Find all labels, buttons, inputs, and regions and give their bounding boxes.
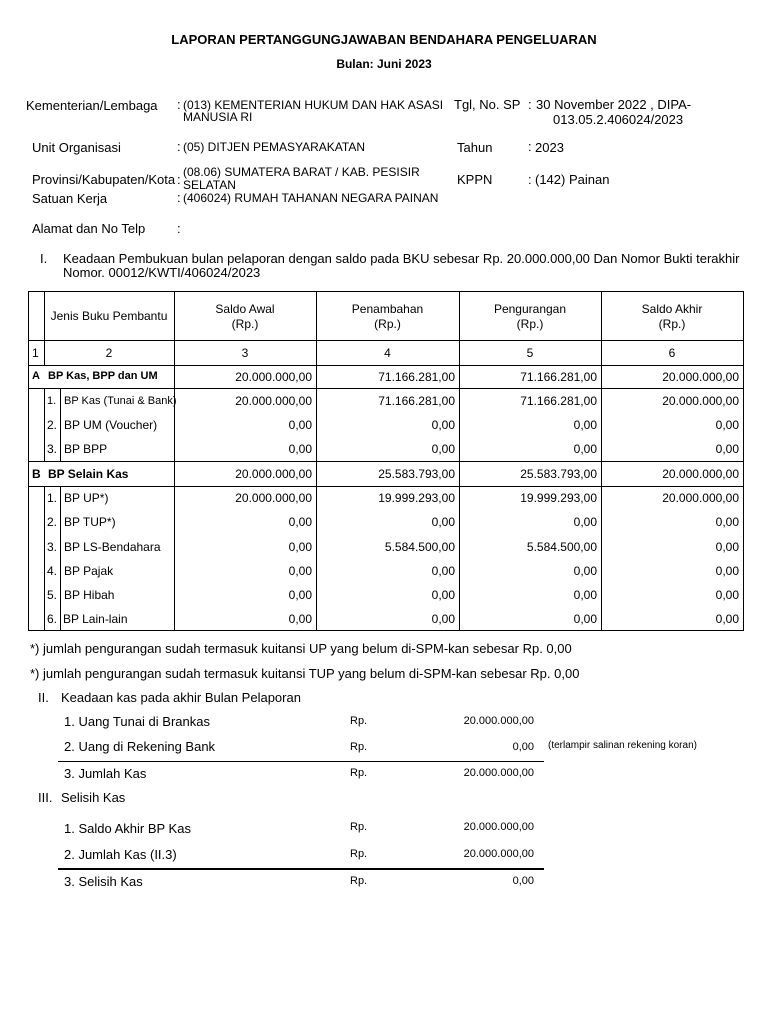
col-number: 5 (526, 346, 534, 360)
cell-penambahan: 71.166.281,00 (378, 370, 455, 384)
row-name: BP Pajak (64, 564, 114, 578)
header-saldo-awal: Saldo Awal (215, 302, 275, 316)
row-number: 2. (47, 515, 58, 529)
cell-saldo-awal: 0,00 (288, 418, 312, 432)
row-name: BP Lain-lain (63, 612, 128, 626)
cell-penambahan: 25.583.793,00 (378, 467, 455, 481)
cell-pengurangan: 0,00 (573, 442, 597, 456)
kementerian-value-cont: MANUSIA RI (183, 110, 253, 124)
unit-label: Unit Organisasi (32, 140, 121, 155)
currency: Rp. (350, 741, 368, 753)
currency: Rp. (350, 848, 368, 860)
row-number: 4. (47, 564, 58, 578)
header-penambahan: Penambahan (351, 302, 424, 316)
unit-value: (05) DITJEN PEMASYARAKATAN (183, 140, 366, 154)
provinsi-value: (08.06) SUMATERA BARAT / KAB. PESISIR (183, 165, 420, 179)
cell-pengurangan: 71.166.281,00 (520, 370, 597, 384)
header-penambahan-unit: (Rp.) (374, 317, 401, 331)
cell-saldo-awal: 20.000.000,00 (235, 394, 312, 408)
cell-penambahan: 0,00 (431, 564, 455, 578)
row-number: 2. (47, 418, 58, 432)
row-number: 3. (47, 540, 58, 554)
row-number: 6. (47, 612, 58, 626)
header-saldo-awal-unit: (Rp.) (231, 317, 259, 331)
group-name: BP Selain Kas (48, 467, 129, 481)
cell-saldo-akhir: 0,00 (715, 588, 739, 602)
cell-pengurangan: 71.166.281,00 (520, 394, 597, 408)
selisih-label: 3. Selisih Kas (64, 874, 143, 889)
col-number: 4 (384, 346, 391, 360)
selisih-value: 20.000.000,00 (463, 821, 534, 833)
group-letter: B (32, 467, 41, 481)
cell-saldo-akhir: 0,00 (715, 540, 739, 554)
header-saldo-akhir: Saldo Akhir (641, 302, 703, 316)
cell-saldo-awal: 20.000.000,00 (235, 370, 312, 384)
note-up: *) jumlah pengurangan sudah termasuk kuitansi UP yang belum di-SPM-kan sebesar Rp. 0,00 (30, 641, 572, 656)
row-name: BP UM (Voucher) (64, 418, 158, 432)
cell-pengurangan: 25.583.793,00 (520, 467, 597, 481)
row-name: BP TUP*) (64, 515, 116, 529)
row-name: BP LS-Bendahara (64, 540, 161, 554)
section1-text: Keadaan Pembukuan bulan pelaporan dengan saldo pada BKU sebesar Rp. 20.000.000,00 Dan Nomor Bukti terakhir (63, 251, 740, 266)
cell-penambahan: 0,00 (431, 515, 455, 529)
cash-value: 20.000.000,00 (463, 767, 534, 779)
colon: : (177, 221, 181, 236)
row-name: BP UP*) (64, 491, 109, 505)
cell-saldo-awal: 0,00 (288, 442, 312, 456)
cell-penambahan: 5.584.500,00 (384, 540, 455, 554)
kppn-value: (142) Painan (535, 172, 610, 187)
colon: : (177, 139, 181, 154)
cell-saldo-awal: 0,00 (288, 540, 312, 554)
row-name: BP Kas (Tunai & Bank) (64, 395, 177, 407)
cell-saldo-awal: 0,00 (288, 515, 312, 529)
section3-number: III. (38, 790, 53, 805)
row-number: 1. (47, 491, 58, 505)
row-number: 1. (47, 395, 57, 407)
note-tup: *) jumlah pengurangan sudah termasuk kuitansi TUP yang belum di-SPM-kan sebesar Rp. 0,00 (30, 666, 580, 681)
selisih-value: 0,00 (512, 875, 534, 887)
cell-pengurangan: 0,00 (573, 612, 597, 626)
header-jenis: Jenis Buku Pembantu (50, 309, 168, 323)
row-number: 3. (47, 442, 58, 456)
cell-saldo-akhir: 0,00 (715, 612, 739, 626)
section1-number: I. (40, 251, 48, 266)
cell-pengurangan: 0,00 (573, 588, 597, 602)
colon: : (528, 139, 532, 154)
bank-note: (terlampir salinan rekening koran) (548, 740, 697, 751)
colon: : (177, 97, 181, 112)
tgl-sp-value-cont: 013.05.2.406024/2023 (553, 112, 684, 127)
report-period: Bulan: Juni 2023 (336, 57, 432, 71)
cell-saldo-akhir: 20.000.000,00 (662, 491, 739, 505)
cash-label: 2. Uang di Rekening Bank (64, 739, 216, 754)
header-saldo-akhir-unit: (Rp.) (658, 317, 686, 331)
cell-saldo-akhir: 0,00 (715, 515, 739, 529)
currency: Rp. (350, 821, 368, 833)
cell-saldo-awal: 20.000.000,00 (235, 491, 312, 505)
selisih-label: 2. Jumlah Kas (II.3) (64, 847, 177, 862)
cell-saldo-awal: 0,00 (288, 564, 312, 578)
colon: : (528, 172, 532, 187)
satker-label: Satuan Kerja (32, 191, 108, 206)
group-name: BP Kas, BPP dan UM (48, 370, 158, 382)
group-letter: A (32, 370, 40, 382)
cell-saldo-akhir: 20.000.000,00 (662, 467, 739, 481)
kementerian-label: Kementerian/Lembaga (26, 98, 158, 113)
tahun-label: Tahun (457, 140, 493, 155)
cash-label: 3. Jumlah Kas (64, 766, 147, 781)
cell-saldo-akhir: 0,00 (715, 442, 739, 456)
header-pengurangan: Pengurangan (493, 302, 567, 316)
kppn-label: KPPN (457, 172, 493, 187)
cell-penambahan: 0,00 (431, 418, 455, 432)
report-title: LAPORAN PERTANGGUNGJAWABAN BENDAHARA PENGELUARAN (171, 32, 597, 47)
cell-penambahan: 0,00 (431, 442, 455, 456)
section3-title: Selisih Kas (61, 790, 126, 805)
tgl-sp-label: Tgl, No. SP (454, 97, 521, 112)
cell-pengurangan: 0,00 (573, 564, 597, 578)
cell-saldo-awal: 0,00 (288, 588, 312, 602)
alamat-label: Alamat dan No Telp (32, 221, 146, 236)
col-number: 3 (241, 346, 249, 360)
cash-value: 20.000.000,00 (463, 715, 534, 727)
cell-saldo-akhir: 0,00 (715, 418, 739, 432)
currency: Rp. (350, 715, 368, 727)
cell-saldo-akhir: 20.000.000,00 (662, 370, 739, 384)
cell-pengurangan: 0,00 (573, 418, 597, 432)
section1-text-cont: Nomor. 00012/KWTI/406024/2023 (63, 265, 261, 280)
cell-penambahan: 71.166.281,00 (378, 394, 455, 408)
cell-saldo-akhir: 0,00 (715, 564, 739, 578)
cell-pengurangan: 19.999.293,00 (520, 491, 597, 505)
satker-value: (406024) RUMAH TAHANAN NEGARA PAINAN (183, 191, 439, 205)
col-number: 6 (668, 346, 676, 360)
colon: : (177, 172, 181, 187)
currency: Rp. (350, 875, 368, 887)
cell-saldo-awal: 0,00 (288, 612, 312, 626)
cell-penambahan: 0,00 (431, 588, 455, 602)
colon: : (177, 190, 181, 205)
col-number: 1 (32, 346, 39, 360)
cell-saldo-awal: 20.000.000,00 (235, 467, 312, 481)
colon: : (528, 97, 532, 112)
row-name: BP Hibah (64, 588, 115, 602)
cash-value: 0,00 (512, 741, 534, 753)
cash-label: 1. Uang Tunai di Brankas (64, 714, 210, 729)
selisih-value: 20.000.000,00 (463, 848, 534, 860)
provinsi-value-cont: SELATAN (183, 178, 236, 192)
col-number: 2 (105, 346, 113, 360)
tgl-sp-value: 30 November 2022 , DIPA- (536, 97, 692, 112)
section2-number: II. (38, 690, 49, 705)
kementerian-value: (013) KEMENTERIAN HUKUM DAN HAK ASASI (183, 98, 444, 112)
cell-penambahan: 0,00 (431, 612, 455, 626)
cell-saldo-akhir: 20.000.000,00 (662, 394, 739, 408)
cell-pengurangan: 5.584.500,00 (526, 540, 597, 554)
row-number: 5. (47, 588, 58, 602)
selisih-label: 1. Saldo Akhir BP Kas (64, 821, 191, 836)
row-name: BP BPP (64, 442, 108, 456)
currency: Rp. (350, 767, 368, 779)
provinsi-label: Provinsi/Kabupaten/Kota (32, 172, 176, 187)
section2-title: Keadaan kas pada akhir Bulan Pelaporan (61, 690, 301, 705)
tahun-value: 2023 (535, 140, 564, 155)
cell-pengurangan: 0,00 (573, 515, 597, 529)
cell-penambahan: 19.999.293,00 (378, 491, 455, 505)
header-pengurangan-unit: (Rp.) (516, 317, 544, 331)
